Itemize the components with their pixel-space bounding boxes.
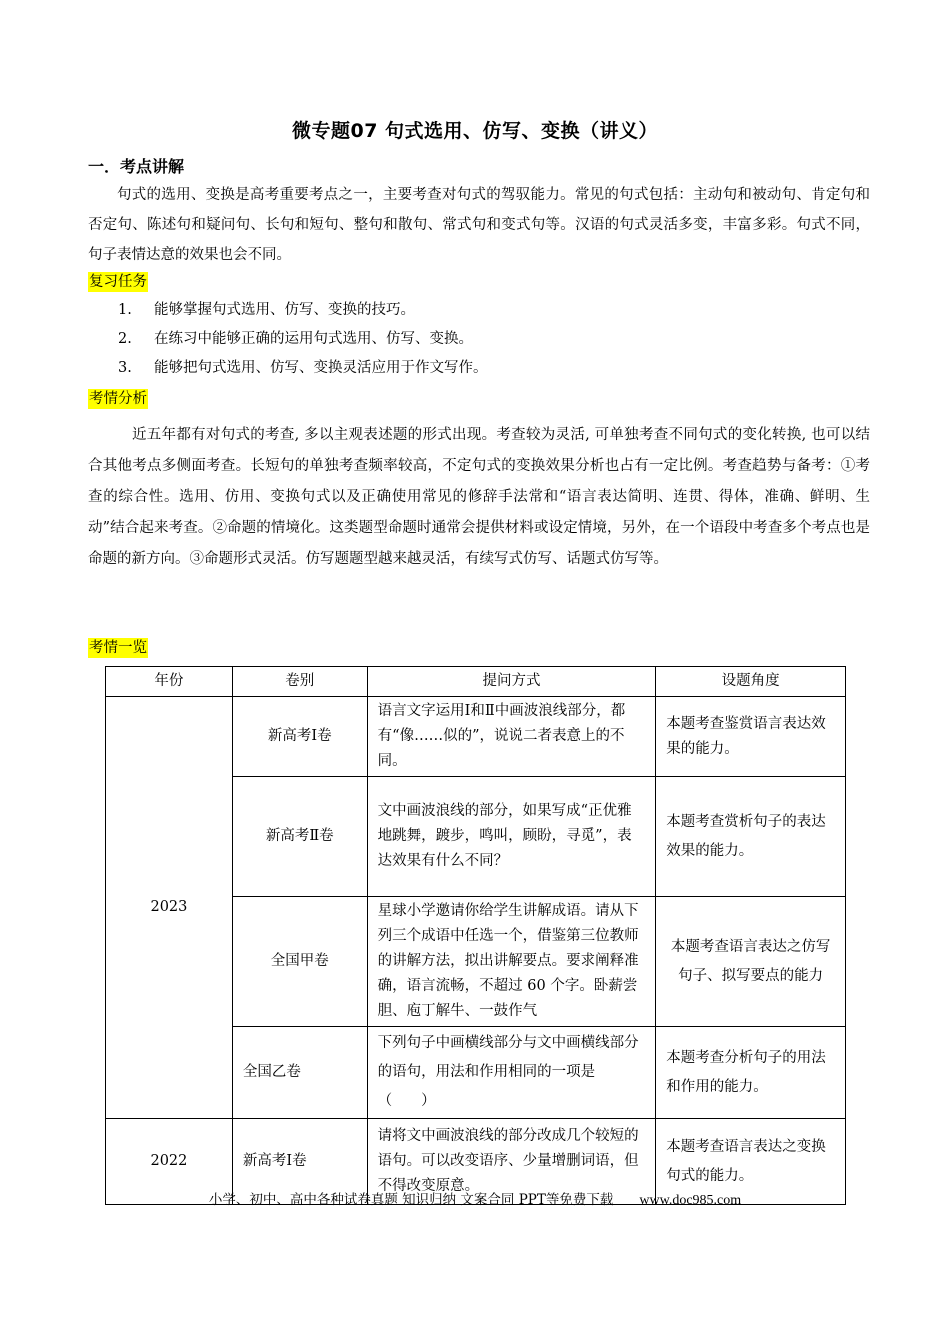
question-cell: 文中画波浪线的部分，如果写成“正优雅地跳舞，踱步，鸣叫，顾盼，寻觅”，表达效果有什么不同？ <box>367 777 656 897</box>
angle-cell: 本题考查语言表达之仿写句子、拟写要点的能力 <box>656 897 846 1027</box>
review-list <box>118 296 488 383</box>
angle-cell: 本题考查分析句子的用法和作用的能力。 <box>656 1027 846 1119</box>
year-cell-2022: 2022 <box>106 1119 233 1205</box>
header-question: 提问方式 <box>367 667 656 697</box>
paper-cell: 新高考Ⅱ卷 <box>232 777 367 897</box>
list-item: 3. 能够把句式选用、仿写、变换灵活应用于作文写作。 <box>118 360 488 376</box>
paper-cell: 全国乙卷 <box>232 1027 367 1119</box>
paper-cell: 新高考Ⅰ卷 <box>232 697 367 777</box>
question-cell: 请将文中画波浪线的部分改成几个较短的语句。可以改变语序、少量增删词语，但不得改变原意。 <box>367 1119 656 1205</box>
table-header-row <box>106 667 846 697</box>
list-item: 2. 在练习中能够正确的运用句式选用、仿写、变换。 <box>118 331 473 347</box>
header-angle: 设题角度 <box>656 667 846 697</box>
exam-overview-table <box>105 666 846 1205</box>
header-year: 年份 <box>106 667 233 697</box>
table-row <box>106 697 846 777</box>
paper-cell: 全国甲卷 <box>232 897 367 1027</box>
list-item: 1. 能够掌握句式选用、仿写、变换的技巧。 <box>118 302 415 318</box>
section-heading-1: 一．考点讲解 <box>88 157 185 176</box>
review-label: 复习任务 <box>89 274 147 290</box>
analysis-label: 考情分析 <box>89 391 147 407</box>
angle-cell: 本题考查语言表达之变换句式的能力。 <box>656 1119 846 1205</box>
year-cell-2023: 2023 <box>106 697 233 1119</box>
page-footer <box>0 1190 950 1211</box>
header-paper: 卷别 <box>232 667 367 697</box>
question-cell: 下列句子中画横线部分与文中画横线部分的语句，用法和作用相同的一项是（ ） <box>367 1027 656 1119</box>
footer-url[interactable]: www.doc985.com <box>639 1193 742 1208</box>
question-cell: 语言文字运用Ⅰ和Ⅱ中画波浪线部分，都有“像……似的”，说说二者表意上的不同。 <box>367 697 656 777</box>
overview-label: 考情一览 <box>89 640 147 656</box>
angle-cell: 本题考查鉴赏语言表达效果的能力。 <box>656 697 846 777</box>
page-title: 微专题07 句式选用、仿写、变换（讲义） <box>291 120 659 142</box>
analysis-paragraph: 近五年都有对句式的考查, 多以主观表述题的形式出现。考查较为灵活, 可单独考查不同句式的变化转换, 也可以结合其他考点多侧面考查。长短句的单独考查频率较高，不定句式的变换效果分析也占有一定比例。考查趋势与备考：①考查的综合性。选用、仿用、变换句式以及正确使用常见的修辞手法常和“语言表达简明、连贯、得体，准确、鲜明、生动”结合起来考查。②命题的情境化。这类题型命题时通常会提供材料或设定情境，另外，在一个语段中考查多个考点也是命题的新方向。③命题形式灵活。仿写题题型越来越灵活，有续写式仿写、话题式仿写等。 <box>88 427 870 567</box>
intro-paragraph: 句式的选用、变换是高考重要考点之一，主要考查对句式的驾驭能力。常见的句式包括：主动句和被动句、肯定句和否定句、陈述句和疑问句、长句和短句、整句和散句、常式句和变式句等。汉语的句式灵活多变，丰富多彩。句式不同，句子表情达意的效果也会不同。 <box>88 187 870 263</box>
paper-cell: 新高考Ⅰ卷 <box>232 1119 367 1205</box>
footer-text: 小学、初中、高中各种试卷真题 知识归纳 文案合同 PPT等免费下载 <box>208 1192 614 1208</box>
question-cell: 星球小学邀请你给学生讲解成语。请从下列三个成语中任选一个，借鉴第三位教师的讲解方法，拟出讲解要点。要求阐释准确，语言流畅，不超过 60 个字。卧薪尝胆、庖丁解牛、一鼓作气 <box>367 897 656 1027</box>
angle-cell: 本题考查赏析句子的表达效果的能力。 <box>656 777 846 897</box>
